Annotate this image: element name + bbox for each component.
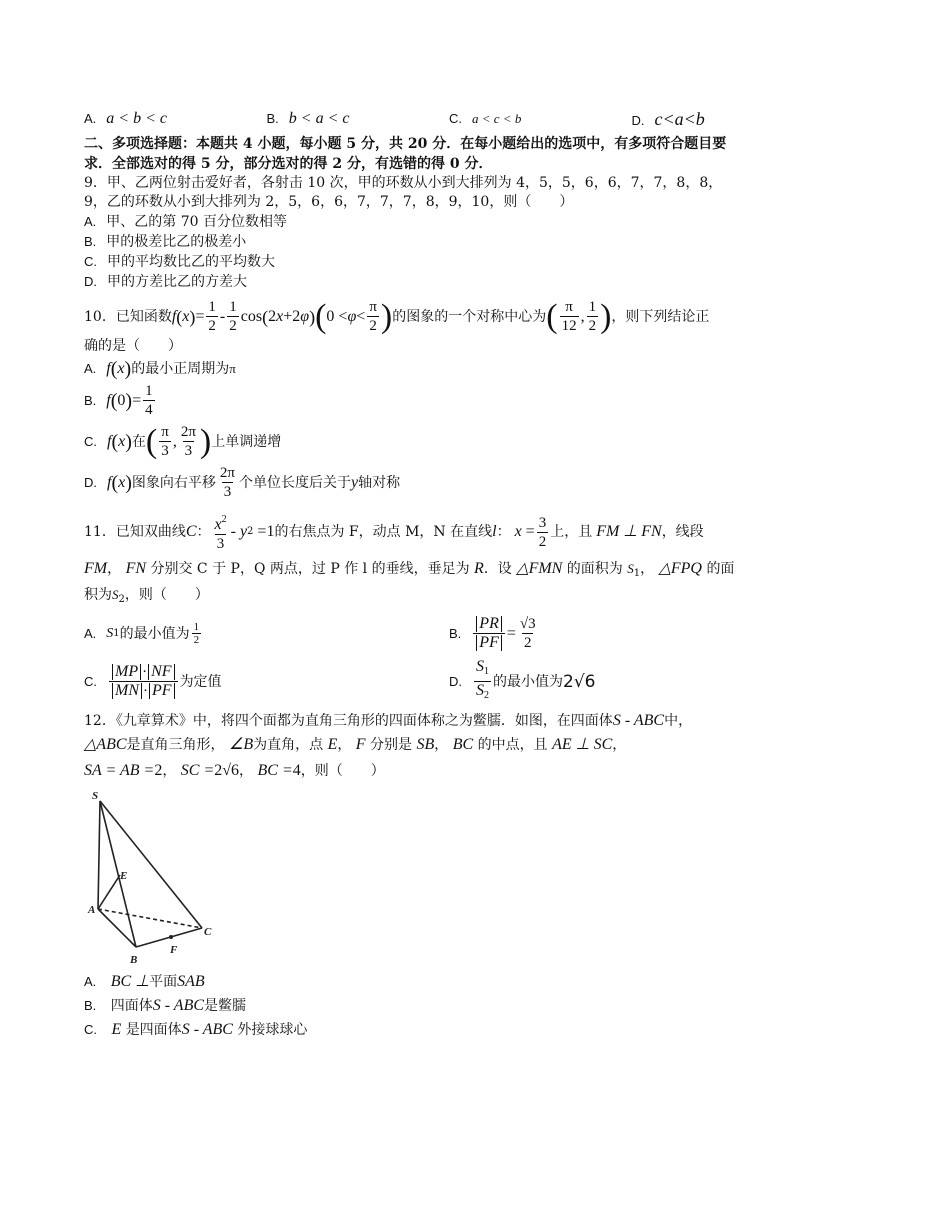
edge-bc: [136, 928, 202, 947]
q12-stem-line3: SA = AB =2， SC =2√6， BC =4，则（ ）: [84, 762, 385, 779]
edge-ab: [98, 909, 136, 947]
q12-stem-line1: 12．《九章算术》中，将四个面都为直角三角形的四面体称之为鳖臑．如图，在四面体S - ABC中，: [84, 712, 693, 729]
exam-page: [84, 108, 814, 1040]
edge-sa: [98, 801, 100, 909]
q10-frac-half-3: $\frac{1}{2}$: [588, 299, 597, 334]
q8-option-c[interactable]: C. a < c < b: [449, 111, 522, 126]
q9-option-a[interactable]: A. 甲、乙的第 70 百分位数相等: [84, 214, 288, 230]
q8-option-a[interactable]: A. a < b < c: [84, 110, 167, 127]
q12-option-c[interactable]: C. E 是四面体S - ABC 外接球球心: [84, 1021, 308, 1038]
label-c: C: [204, 926, 212, 938]
q9-stem: 9．甲、乙两位射击爱好者，各射击 10 次，甲的环数从小到大排列为 4，5，5，6，6，7，7，8，8， 9，乙的环数从小到大排列为 2，5，6，6，7，7，7，8，9，10，则（ ）: [84, 175, 723, 210]
q10-frac-half-2: $\frac{1}{2}$: [229, 299, 237, 334]
q10-option-b[interactable]: B. f ( 0 ) = $\frac{1}{4}$: [84, 383, 153, 418]
q10-frac-pi-2: $\frac{\pi}{2}$: [369, 299, 377, 334]
q10-frac-pi-12: $\frac{\pi}{12}$: [561, 299, 577, 334]
q11-options-row1: [84, 615, 814, 652]
q10-option-c[interactable]: C. f ( x ) 在 ( $\frac{\pi}{3}$ , $\frac{2\pi}{3}$ ) 上单调递增: [84, 422, 282, 460]
q10-frac-half-1: $\frac{1}{2}$: [208, 299, 216, 334]
q11-stem-line1: 11．已知双曲线 C ： $\frac{x^2}{3}$ - y 2 =1 的右焦点为 F，动点 M，N 在直线 l ： x = $\frac{3}{2}$ 上，且 FM ⊥ FN ，线段: [84, 514, 704, 552]
section-2-heading: 二、多项选择题：本题共 4 小题，每小题 5 分，共 20 分．在每小题给出的选项中，有多项符合题目要 求．全部选对的得 5 分，部分选对的得 2 分，有选错的得 0 分．: [84, 136, 727, 172]
point-f: [169, 935, 173, 939]
q10-stem-line2: 确的是（ ）: [84, 338, 182, 354]
q10-option-a[interactable]: A. f ( x ) 的最小正周期为 π: [84, 358, 236, 380]
tetrahedron-figure: [84, 787, 814, 972]
segment-ae: [98, 875, 120, 909]
q8-options: [84, 110, 814, 130]
q11-stem-line3: 积为$S_2$，则（ ）: [84, 587, 209, 605]
q11-option-c[interactable]: C. $\frac{MP \cdot NF}{MN \cdot PF}$ 为定值: [84, 663, 222, 699]
label-s: S: [92, 790, 99, 802]
q8-option-d[interactable]: D. c<a<b: [631, 109, 705, 129]
q9-option-b[interactable]: B. 甲的极差比乙的极差小: [84, 234, 247, 250]
label-f: F: [170, 944, 178, 956]
q9-option-c[interactable]: C. 甲的平均数比乙的平均数大: [84, 254, 275, 270]
q11-options-row2: [84, 658, 814, 705]
q11-option-a[interactable]: A. S 1 的最小值为 $\frac{1}{2}$: [84, 621, 200, 646]
q10-stem: 10．已知函数 f ( x ) = $\frac{1}{2}$ - $\frac{1}{2}$ cos ( 2 x +2 φ ) ( 0 < φ < $\frac{\pi}{2}$ ) 的图象的一个对称中心为 ( $\frac{\pi}{12}$ , $\frac{1}{2}$ ) ，则下列结论正: [84, 297, 710, 335]
label-a: A: [88, 904, 96, 916]
q10-option-d[interactable]: D. f ( x ) 图象向右平移 $\frac{2\pi}{3}$ 个单位长度后关于 y 轴对称: [84, 465, 401, 500]
q12-option-b[interactable]: B. 四面体S - ABC是鳖臑: [84, 997, 247, 1014]
label-b: B: [130, 954, 138, 966]
q12-stem-line2: △ABC是直角三角形， ∠B为直角，点 E， F 分别是 SB， BC 的中点，且 AE ⊥ SC，: [84, 736, 627, 753]
q11-stem-line2: FM， FN 分别交 C 于 P，Q 两点，过 P 作 l 的垂线，垂足为 R．设 △FMN 的面积为 $S_1$， △FPQ 的面: [84, 560, 735, 579]
q11-option-d[interactable]: D. $\frac{S_1}{S_2}$ 的最小值为 2√6: [449, 658, 814, 705]
q11-option-b[interactable]: B. $\frac{PR}{PF}$ = $\frac{√3}{2}$: [449, 615, 536, 651]
q10-function: f: [171, 307, 177, 325]
q8-option-b[interactable]: B. b < a < c: [266, 110, 350, 127]
label-e: E: [120, 870, 128, 882]
tetrahedron-svg: [84, 787, 224, 967]
q9-option-d[interactable]: D. 甲的方差比乙的方差大: [84, 274, 247, 290]
q12-option-a[interactable]: A. BC ⊥平面SAB: [84, 973, 205, 990]
